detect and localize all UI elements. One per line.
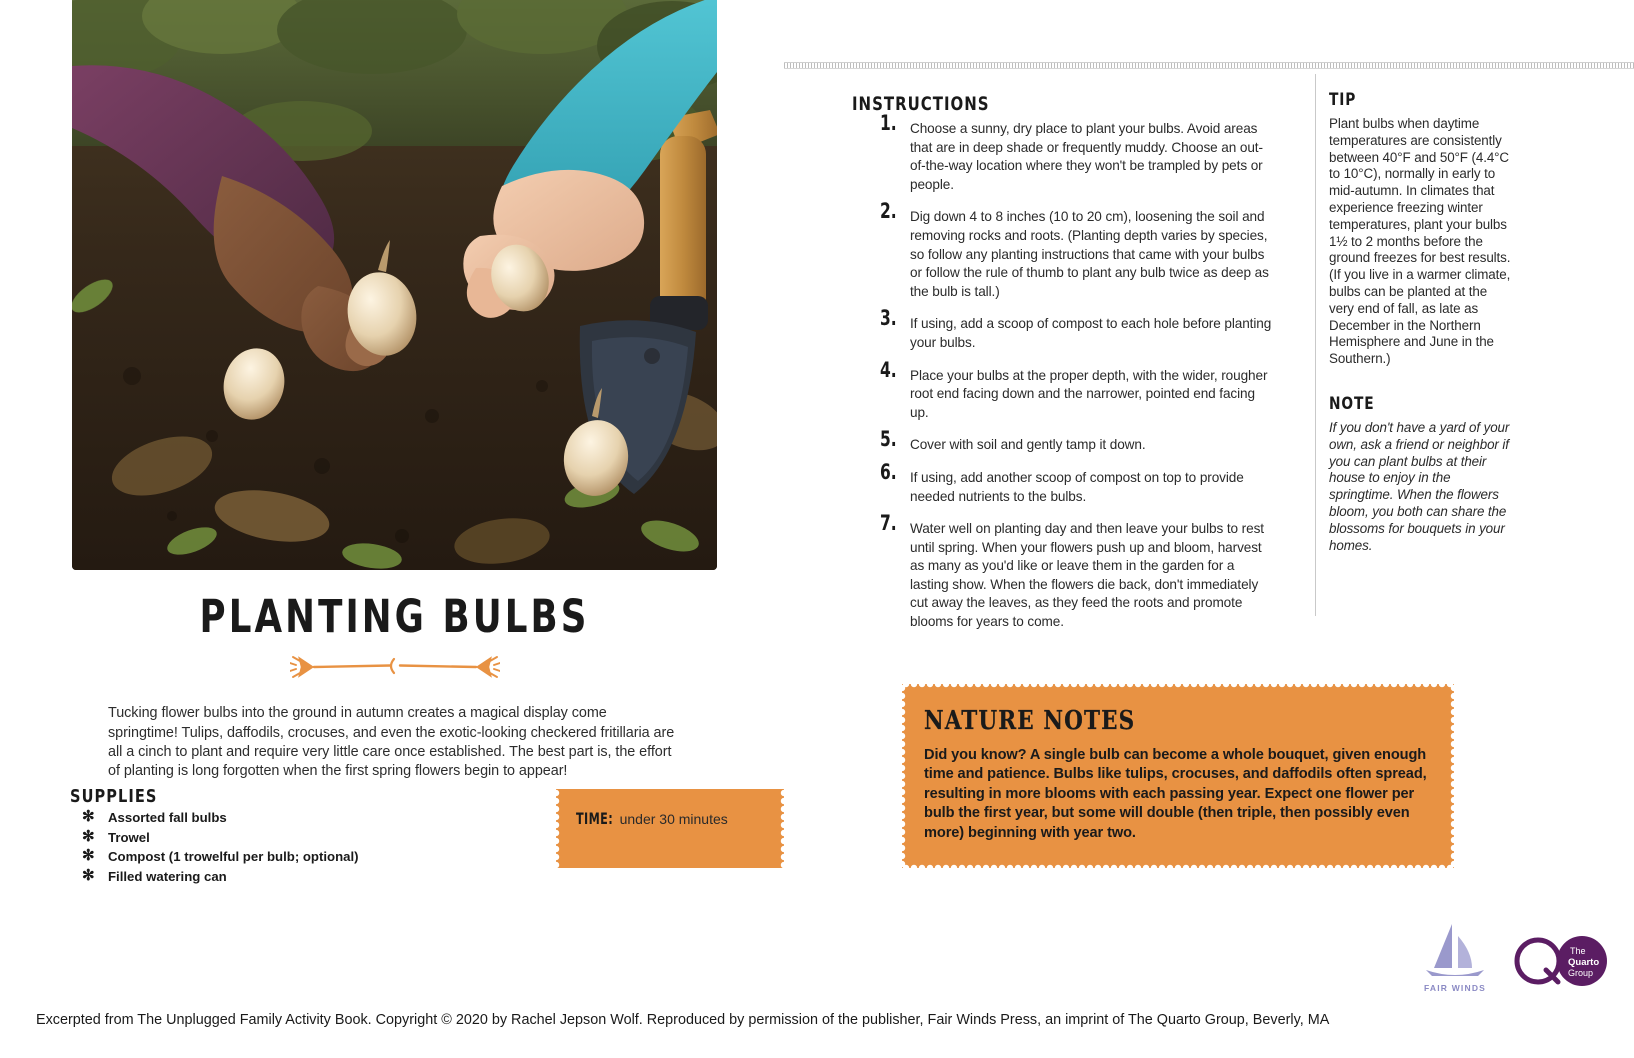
- asterisk-bullet-icon: ✻: [82, 827, 95, 845]
- scallop-edge-right: [1448, 684, 1454, 868]
- svg-text:The: The: [1570, 946, 1586, 956]
- supply-label: Trowel: [108, 829, 150, 845]
- list-item: [82, 828, 542, 847]
- nature-notes-heading: NATURE NOTES: [924, 706, 1136, 736]
- instruction-step: [880, 199, 1274, 301]
- scallop-edge-left: [902, 684, 908, 868]
- fair-winds-label: FAIR WINDS: [1423, 983, 1487, 993]
- note-block: [1329, 394, 1514, 554]
- tip-heading: TIP: [1329, 90, 1357, 110]
- left-column: [0, 0, 760, 1000]
- instructions-heading: INSTRUCTIONS: [852, 94, 990, 115]
- time-label: TIME:: [576, 809, 614, 828]
- svg-text:Quarto: Quarto: [1568, 957, 1600, 968]
- instruction-step: [880, 459, 1274, 506]
- instruction-step: [880, 511, 1274, 632]
- step-number: 1.: [880, 111, 897, 135]
- supply-label: Compost (1 trowelful per bulb; optional): [108, 849, 359, 864]
- note-body: If you don't have a yard of your own, ask a friend or neighbor if you can plant bulbs at their house to enjoy in the springtime. When the flowers bloom, you both can share the blossoms for bouquets in your homes.: [1329, 419, 1510, 553]
- column-divider-rule: [1315, 74, 1316, 616]
- nature-notes-callout: [902, 684, 1454, 868]
- copyright-credit: Excerpted from The Unplugged Family Activity Book. Copyright © 2020 by Rachel Jepson Wolf. Reproduced by permission of the publisher, Fair Winds Press, an imprint of The Quarto Group, Beverly, MA: [36, 1012, 1330, 1028]
- quarto-q-icon: [1512, 934, 1608, 988]
- step-number: 6.: [880, 459, 897, 484]
- instruction-step: [880, 306, 1274, 352]
- step-text: If using, add another scoop of compost on top to provide needed nutrients to the bulbs.: [910, 469, 1244, 504]
- time-badge: [556, 789, 784, 868]
- sailboat-icon: [1422, 922, 1488, 976]
- step-text: Choose a sunny, dry place to plant your bulbs. Avoid areas that are in deep shade or frequently muddy. Choose an out-of-the-way location where they won't be trampled by pets or people.: [910, 121, 1263, 192]
- planting-bulbs-photo: [72, 0, 717, 570]
- note-heading: NOTE: [1329, 393, 1375, 414]
- time-value: under 30 minutes: [619, 811, 728, 827]
- step-text: Dig down 4 to 8 inches (10 to 20 cm), loosening the soil and removing rocks and roots. (Planting depth varies by species, so follow any planting instructions that came with your bulbs or follow the rule of thumb to plant any bulb twice as deep as the bulb is tall.): [910, 209, 1269, 299]
- list-item: [82, 867, 542, 886]
- step-text: If using, add a scoop of compost to each hole before planting your bulbs.: [910, 316, 1272, 350]
- supplies-heading: SUPPLIES: [70, 786, 158, 807]
- step-number: 2.: [880, 199, 897, 224]
- step-text: Place your bulbs at the proper depth, with the wider, rougher root end facing down and the narrower, pointed end facing up.: [910, 367, 1268, 420]
- step-text: Cover with soil and gently tamp it down.: [910, 437, 1146, 453]
- supply-label: Filled watering can: [108, 868, 227, 884]
- list-item: [82, 808, 542, 827]
- step-number: 5.: [880, 427, 897, 452]
- tip-note-sidebar: [1329, 90, 1514, 554]
- step-number: 3.: [880, 306, 897, 331]
- page-title: PLANTING BULBS: [199, 590, 590, 643]
- divider-ornament-icon: [72, 652, 717, 680]
- step-text: Water well on planting day and then leave your bulbs to rest until spring. When your flowers push up and bloom, harvest as many as you'd like or leave them in the garden for a lasting show. When the flowers die back, don't immediately cut away the leaves, as they feed the roots and promote blooms for years to come.: [910, 521, 1264, 630]
- photo-artwork: [72, 0, 717, 570]
- intro-paragraph: Tucking flower bulbs into the ground in autumn creates a magical display come springtime! Tulips, daffodils, crocuses, and even the exotic-looking checkered fritillaria are all a cinch to plant and require very little care once established. The best part is, the effort of planting is long forgotten when the first spring flowers begin to appear!: [108, 705, 675, 780]
- quarto-group-logo: [1512, 934, 1608, 993]
- nature-notes-body: Did you know? A single bulb can become a whole bouquet, given enough time and patience. Bulbs like tulips, crocuses, and daffodils often spread, resulting in more blooms with each passing year. Expect one flower per bulb the first year, but some will double (then triple, then possibly even more) beginning with year two.: [924, 747, 1427, 841]
- supply-label: Assorted fall bulbs: [108, 810, 227, 825]
- instruction-step: [880, 111, 1274, 194]
- fair-winds-logo: [1422, 922, 1488, 993]
- list-item: [82, 847, 542, 866]
- top-decorative-rule: [784, 62, 1634, 69]
- asterisk-bullet-icon: ✻: [82, 847, 95, 864]
- right-column: [784, 0, 1634, 1000]
- asterisk-bullet-icon: ✻: [82, 866, 95, 884]
- instruction-step: [880, 427, 1274, 455]
- step-number: 7.: [880, 511, 897, 536]
- step-number: 4.: [880, 357, 897, 382]
- svg-text:Group: Group: [1568, 968, 1594, 978]
- ornament-arrow-icon: [290, 653, 500, 679]
- asterisk-bullet-icon: ✻: [82, 808, 95, 825]
- supplies-list: [82, 808, 542, 886]
- publisher-logos: [1422, 922, 1608, 993]
- instruction-step: [880, 357, 1274, 423]
- tip-body: Plant bulbs when daytime temperatures are consistently between 40°F and 50°F (4.4°C to 10°C), normally in early to mid-autumn. In climates that experience freezing winter temperatures, plant your bulbs 1½ to 2 months before the ground freezes for best results. (If you live in a warmer climate, bulbs can be planted at the very end of fall, as late as December in the Northern Hemisphere and June in the Southern.): [1329, 116, 1511, 367]
- instructions-list: [880, 111, 1274, 646]
